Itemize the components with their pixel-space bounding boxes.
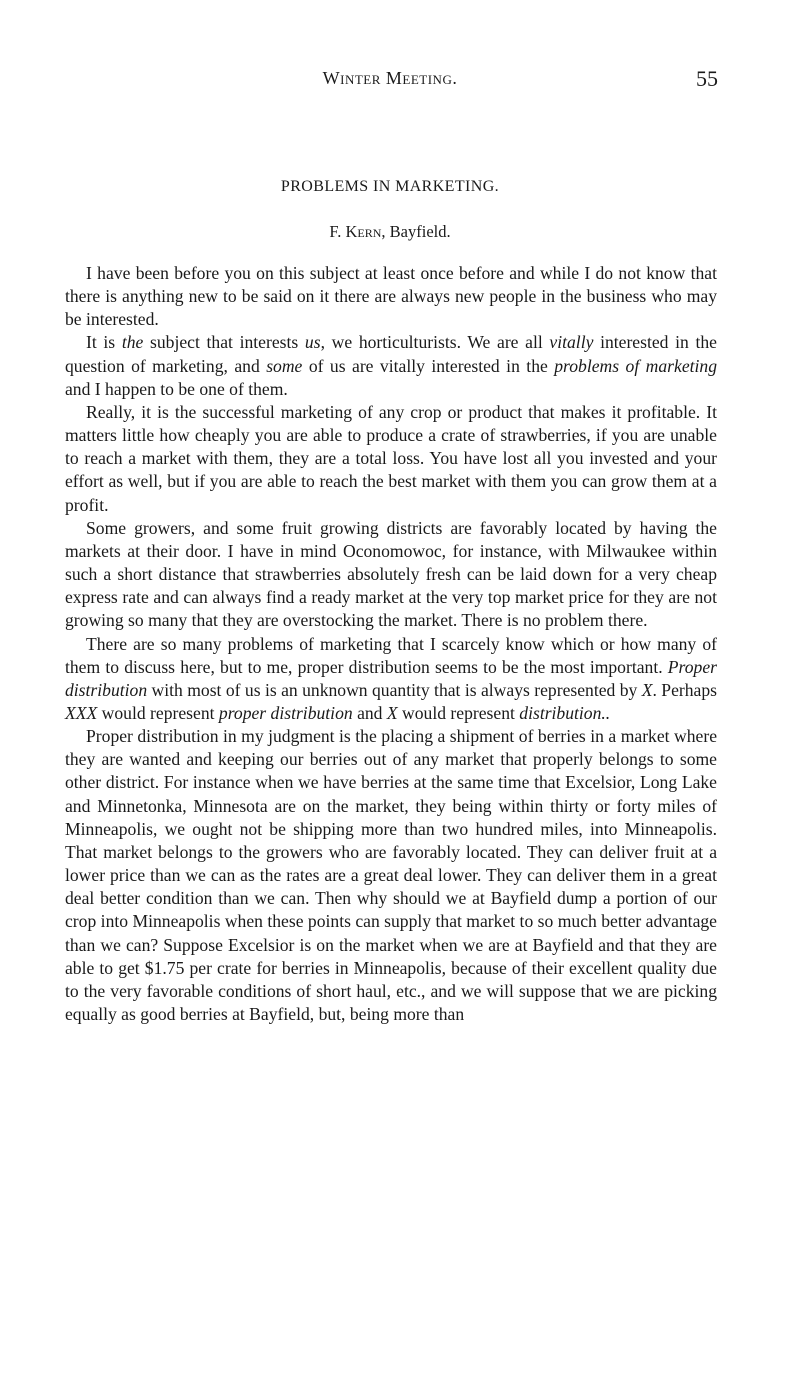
paragraph — [65, 725, 717, 1026]
text-run: of us are vitally interested in the — [302, 355, 555, 376]
paragraph — [65, 401, 717, 517]
article-body — [65, 262, 717, 1026]
italic-run: problems of marketing — [554, 355, 717, 376]
text-run: . Perhaps — [652, 679, 717, 700]
author-initial: F. — [329, 222, 346, 241]
text-run: subject that interests — [143, 332, 305, 353]
italic-run: X — [386, 702, 398, 723]
text-run: would represent — [97, 702, 219, 723]
text-run: It is — [86, 332, 122, 353]
paragraph — [65, 331, 717, 400]
text-run: interested in the question of marketing, and — [65, 332, 717, 376]
author-place: , Bayfield. — [381, 222, 451, 241]
italic-run: X — [641, 679, 653, 700]
italic-run: Proper distribution — [65, 656, 717, 700]
italic-run: proper distribution — [218, 702, 353, 723]
paragraph — [65, 262, 717, 331]
paragraph — [65, 633, 717, 726]
italic-run: distribution.. — [519, 702, 611, 723]
author-surname: Kern — [345, 222, 382, 241]
text-run: with most of us is an unknown quantity that is always represented by — [147, 679, 642, 700]
article-title: PROBLEMS IN MARKETING. — [280, 178, 500, 195]
text-run: and I happen to be one of them. — [65, 378, 288, 399]
running-header — [60, 68, 720, 96]
running-title: Winter Meeting. — [322, 68, 458, 88]
paragraph — [65, 517, 717, 633]
text-run: would represent — [397, 702, 520, 723]
text-run: Proper distribution in my judgment is the placing a shipment of berries in a market where they are wanted and keeping our berries out of any market that properly belongs to some other district. For instance when we have berries at the same time that Excelsior, Long Lake and Minnetonka, Minnesota are on the market, they being within thirty or forty miles of Minneapolis, we ought not be shipping more than two hundred miles, into Minneapolis. That market belongs to the growers who are favorably located. They can deliver fruit at a lower price than we can as the rates are a great deal lower. They can deliver them in a great deal better condition than we can. Then why should we at Bayfield dump a portion of our crop into Minneapolis when these points can supply that market to so much better advantage than we can? Suppose Excelsior is on the market when we are at Bayfield and that they are able to get $1.75 per crate for berries in Minneapolis, because of their excellent quality due to the very favorable conditions of short haul, etc., and we will suppose that we are picking equally as good berries at Bayfield, but, being more than — [65, 726, 717, 1024]
text-run: I have been before you on this subject at least once before and while I do not know that there is anything new to be said on it there are always new people in the business who may be interested. — [65, 263, 717, 330]
text-run: There are so many problems of marketing that I scarcely know which or how many of them to discuss here, but to me, proper distribution seems to be the most important. — [65, 633, 717, 677]
text-run: Really, it is the successful marketing of any crop or product that makes it profitable. It matters little how cheaply you are able to produce a crate of strawberries, if you are unable to reach a market with them, they are a total loss. You have lost all you invested and your effort as well, but if you are able to reach the best market with them you can grow them at a profit. — [65, 401, 717, 515]
italic-run: us — [304, 332, 321, 353]
italic-run: the — [121, 332, 144, 353]
italic-run: some — [266, 355, 303, 376]
text-run: and — [352, 702, 387, 723]
byline — [60, 222, 720, 242]
italic-run: XXX — [65, 702, 98, 723]
page-number: 55 — [696, 66, 718, 91]
text-run: , we horticulturists. We are all — [320, 332, 550, 353]
text-run: Some growers, and some fruit growing districts are favorably located by having the markets at their door. I have in mind Oconomowoc, for instance, with Milwaukee within such a short distance that strawberries absolutely fresh can be laid down for a very cheap express rate and can always find a ready market at the very top market price for they are not growing so many that they are overstocking the market. There is no problem there. — [65, 517, 717, 631]
italic-run: vitally — [549, 332, 594, 353]
